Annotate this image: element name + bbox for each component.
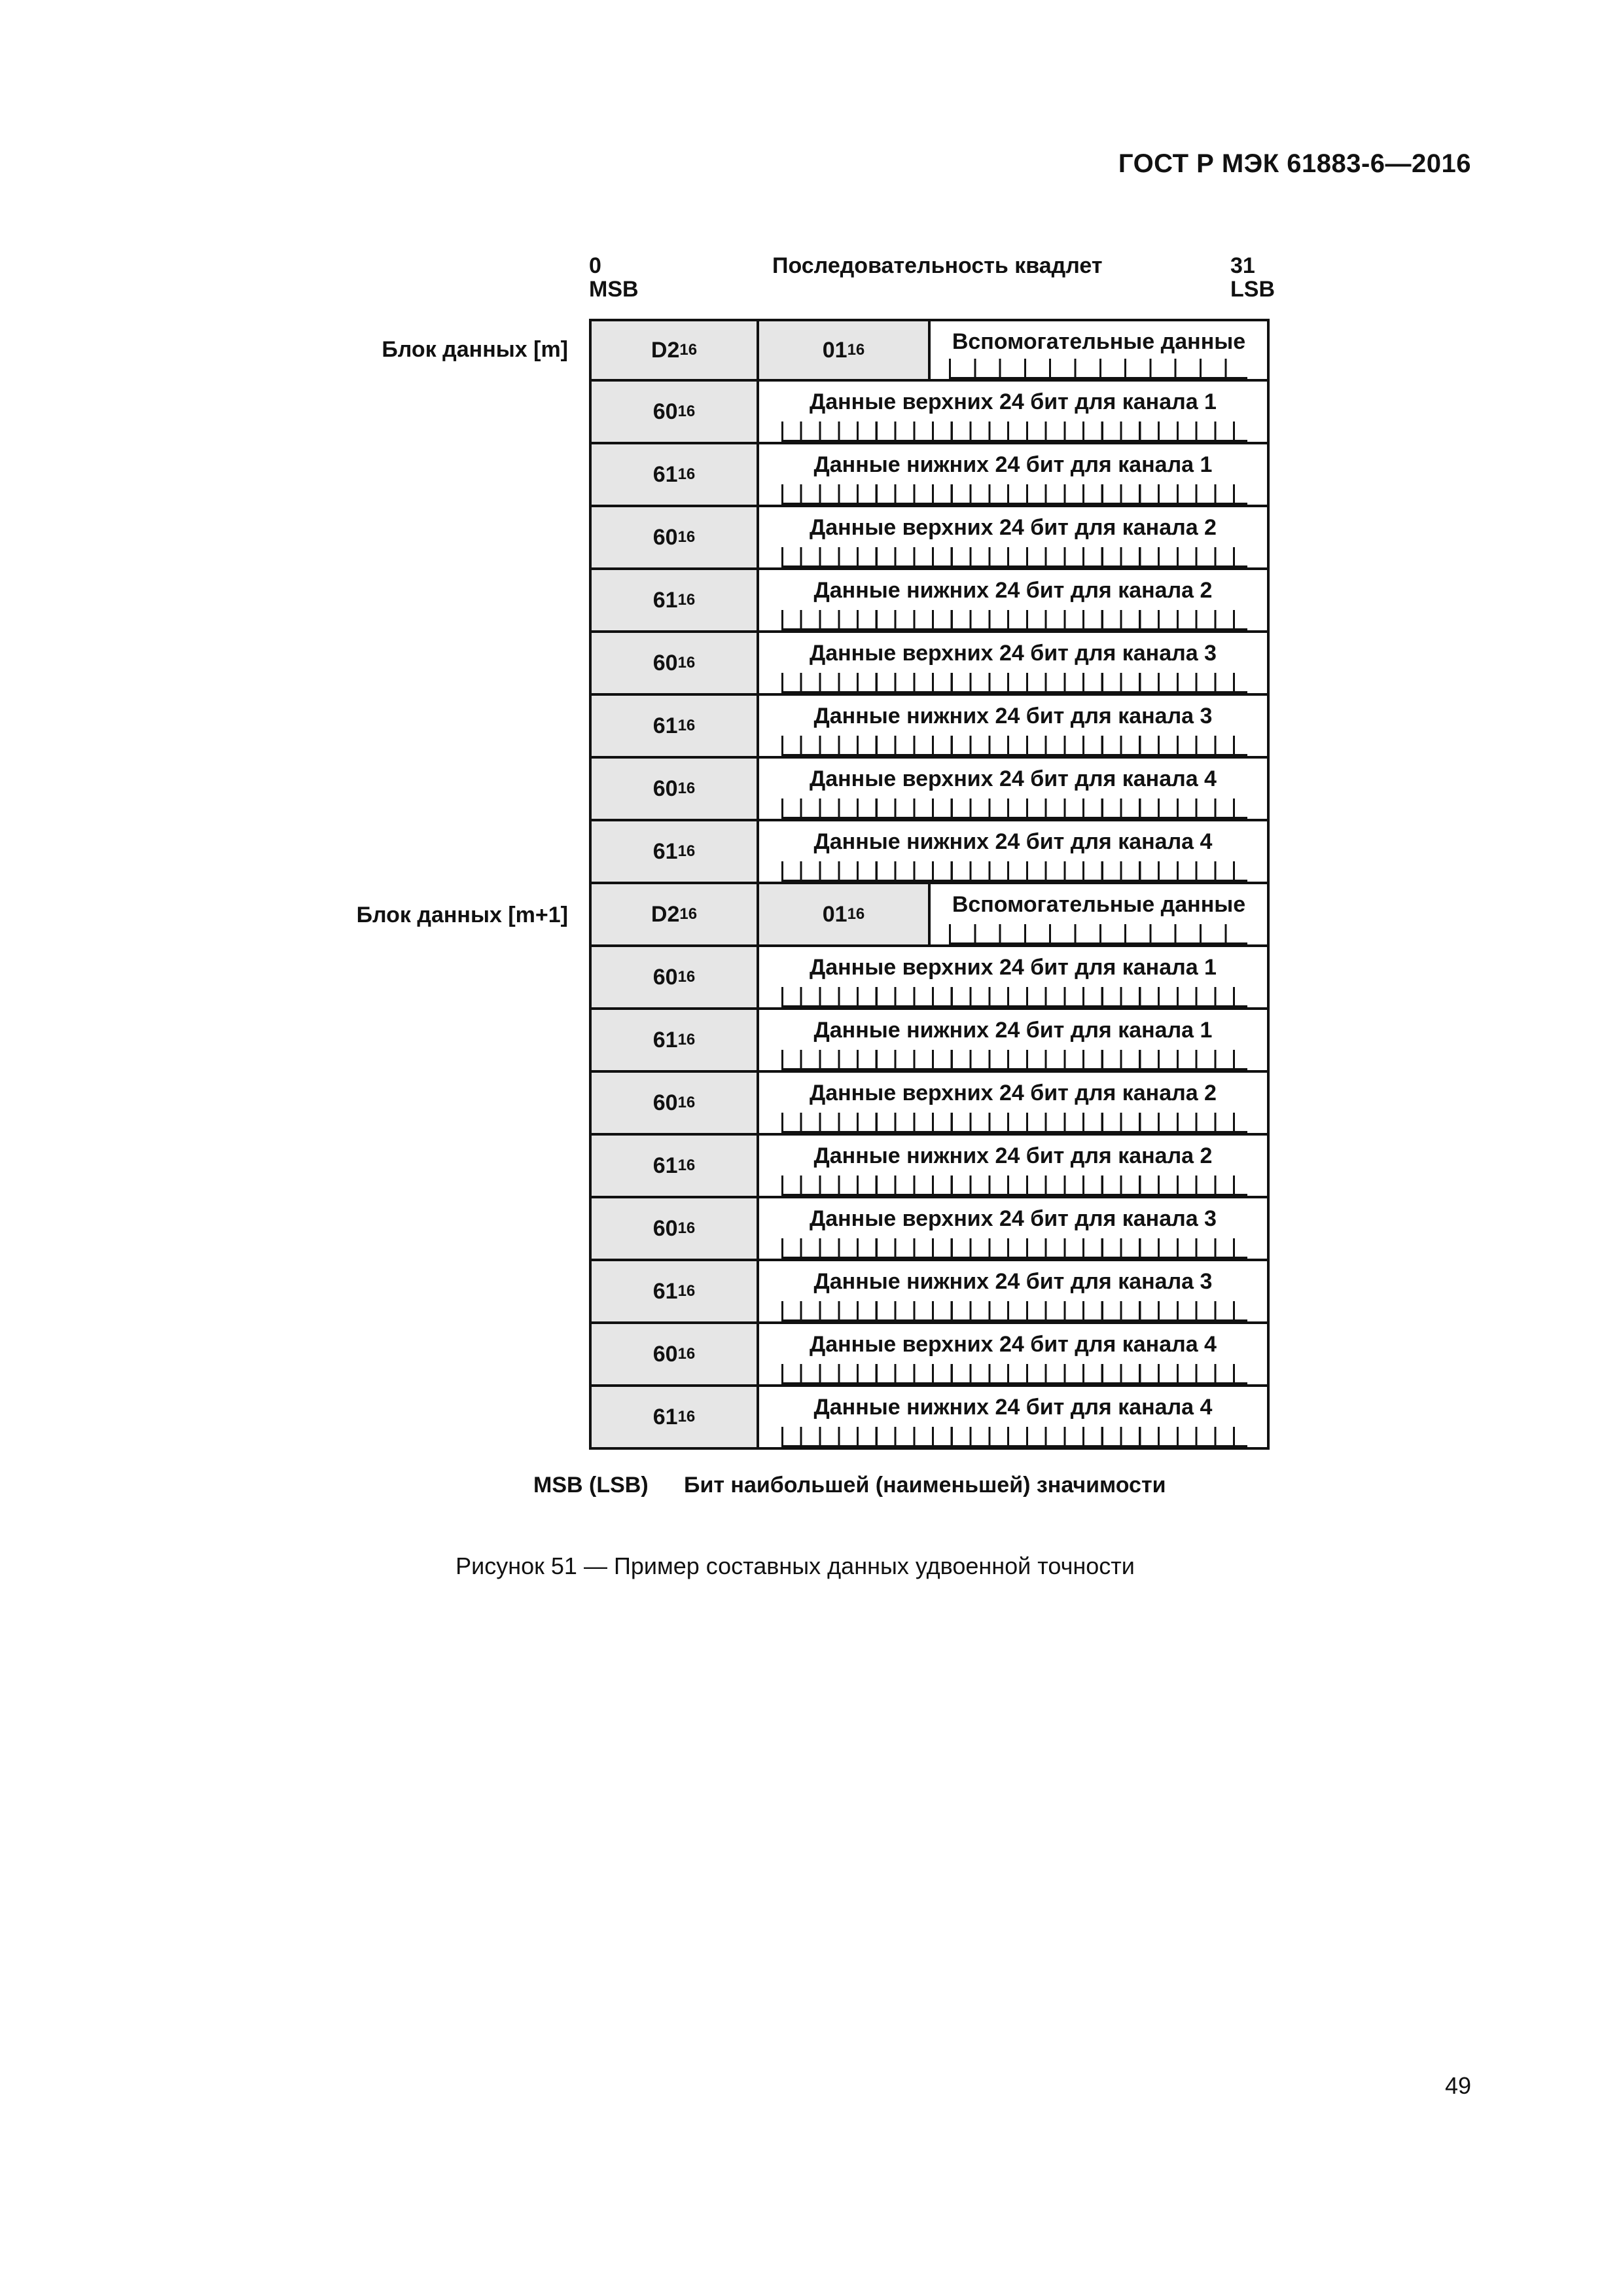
quadlet-row [589,947,1270,1010]
bit-ticks [781,1427,1247,1447]
quadlet-row-header [589,319,1270,382]
label-radix: 16 [677,1031,696,1049]
label-cell [592,1387,759,1447]
format-radix: 16 [847,341,865,359]
label-radix: 16 [677,654,696,672]
quadlet-row [589,1073,1270,1136]
label-hex: 61 [652,1153,678,1178]
channel-data-label: Данные нижних 24 бит для канала 1 [813,452,1213,477]
bit-ticks [781,610,1247,630]
auxiliary-data-label: Вспомогательные данные [952,329,1246,354]
channel-data-label: Данные нижних 24 бит для канала 3 [813,704,1213,728]
format-hex: 01 [822,337,847,363]
msb-label [589,254,639,301]
label-cell [592,1073,759,1133]
label-radix: 16 [679,341,698,359]
bit-ticks [781,736,1247,756]
quadlet-row [589,759,1270,821]
figure-caption [0,1552,1623,1580]
bit-ticks [949,924,1247,944]
lsb-label [1230,254,1275,301]
bit-zero-label: 0 [589,253,601,278]
label-hex: 60 [652,1341,678,1367]
caption-text: Рисунок 51 — Пример составных данных удвоенной точности [455,1552,1135,1579]
label-cell [592,821,759,882]
channel-data-label: Данные верхних 24 бит для канала 1 [810,955,1217,980]
label-cell [592,1261,759,1321]
label-hex: 60 [652,1090,678,1115]
quadlet-row [589,1198,1270,1261]
bit-ticks [781,673,1247,693]
label-cell [592,947,759,1007]
quadlet-row [589,1261,1270,1324]
auxiliary-data-label: Вспомогательные данные [952,892,1246,917]
quadlet-grid [589,319,1270,1450]
channel-data-label: Данные нижних 24 бит для канала 2 [813,1143,1213,1168]
channel-data-label: Данные верхних 24 бит для канала 1 [810,389,1217,414]
label-cell [592,444,759,505]
quadlet-row [589,1136,1270,1198]
label-cell [592,1324,759,1384]
label-radix: 16 [677,842,696,860]
quadlet-row [589,821,1270,884]
label-radix: 16 [679,905,698,923]
bit-ticks [949,359,1247,379]
quadlet-row [589,1010,1270,1073]
bit-ticks [781,1238,1247,1259]
data-block-label: Блок данных [m] [382,337,568,362]
bit-ticks [781,861,1247,882]
label-hex: 61 [652,1404,678,1429]
label-hex: 60 [652,776,678,801]
label-radix: 16 [677,591,696,609]
format-cell [759,884,931,944]
label-cell [592,1010,759,1070]
bit-ticks [781,547,1247,567]
bit-ticks [781,1364,1247,1384]
label-cell [592,507,759,567]
bit-ticks [781,422,1247,442]
label-radix: 16 [677,1408,696,1426]
label-radix: 16 [677,1219,696,1237]
channel-data-label: Данные нижних 24 бит для канала 4 [813,829,1213,854]
label-hex: 61 [652,713,678,738]
document-header: ГОСТ Р МЭК 61883-6—2016 [1118,149,1471,178]
quadlet-row [589,444,1270,507]
label-hex: 60 [652,650,678,675]
quadlet-sequence-title: Последовательность квадлет [772,253,1103,278]
channel-data-label: Данные верхних 24 бит для канала 2 [810,515,1217,540]
bit-ticks [781,1050,1247,1070]
quadlet-row [589,1324,1270,1387]
data-block-label: Блок данных [m+1] [356,903,568,927]
lsb-text: LSB [1230,277,1275,302]
format-radix: 16 [847,905,865,923]
quadlet-row [589,507,1270,570]
label-hex: 60 [652,1215,678,1241]
label-radix: 16 [677,1282,696,1300]
label-radix: 16 [677,528,696,546]
channel-data-label: Данные нижних 24 бит для канала 2 [813,578,1213,603]
channel-data-label: Данные нижних 24 бит для канала 1 [813,1018,1213,1043]
bit-31-label: 31 [1230,253,1255,278]
label-hex: D2 [651,337,680,363]
label-radix: 16 [677,780,696,797]
channel-data-label: Данные нижних 24 бит для канала 3 [813,1269,1213,1294]
bit-ticks [781,1175,1247,1196]
label-radix: 16 [677,1094,696,1111]
label-radix: 16 [677,968,696,986]
label-cell [592,884,759,944]
label-hex: 61 [652,1278,678,1304]
label-radix: 16 [677,717,696,734]
label-hex: 60 [652,964,678,990]
label-radix: 16 [677,1345,696,1363]
channel-data-label: Данные нижних 24 бит для канала 4 [813,1395,1213,1420]
label-hex: D2 [651,901,680,927]
label-cell [592,321,759,379]
quadlet-row-header [589,884,1270,947]
bit-ticks [781,798,1247,819]
label-radix: 16 [677,403,696,420]
label-cell [592,1198,759,1259]
msb-text: MSB [589,277,639,302]
quadlet-row [589,633,1270,696]
format-cell [759,321,931,379]
bit-ticks [781,987,1247,1007]
channel-data-label: Данные верхних 24 бит для канала 4 [810,766,1217,791]
page-number: 49 [1444,2072,1471,2099]
label-cell [592,759,759,819]
format-hex: 01 [822,901,847,927]
bit-ticks [781,484,1247,505]
label-radix: 16 [677,465,696,483]
channel-data-label: Данные верхних 24 бит для канала 4 [810,1332,1217,1357]
label-radix: 16 [677,1157,696,1174]
quadlet-row [589,570,1270,633]
label-cell [592,633,759,693]
label-cell [592,570,759,630]
legend-abbreviation: MSB (LSB) [533,1473,649,1498]
quadlet-row [589,696,1270,759]
label-hex: 61 [652,461,678,487]
label-hex: 61 [652,587,678,613]
channel-data-label: Данные верхних 24 бит для канала 3 [810,641,1217,666]
label-hex: 60 [652,524,678,550]
label-hex: 61 [652,838,678,864]
quadlet-row [589,1387,1270,1450]
quadlet-row [589,382,1270,444]
label-cell [592,382,759,442]
legend-description: Бит наибольшей (наименьшей) значимости [684,1473,1166,1498]
label-cell [592,696,759,756]
bit-ticks [781,1301,1247,1321]
label-cell [592,1136,759,1196]
label-hex: 60 [652,399,678,424]
bit-ticks [781,1113,1247,1133]
label-hex: 61 [652,1027,678,1052]
channel-data-label: Данные верхних 24 бит для канала 3 [810,1206,1217,1231]
channel-data-label: Данные верхних 24 бит для канала 2 [810,1081,1217,1105]
